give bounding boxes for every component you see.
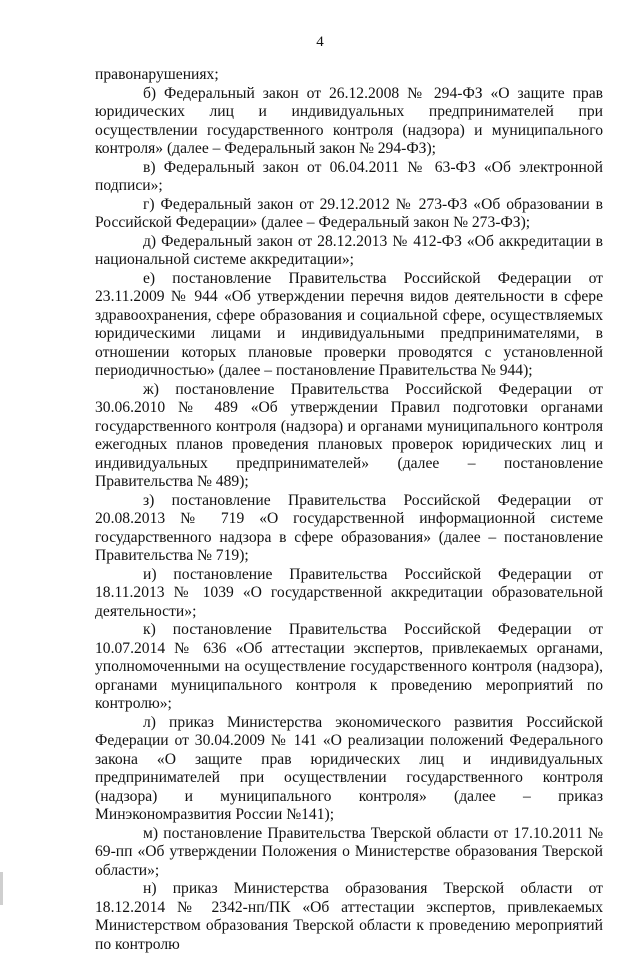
paragraph-g: г) Федеральный закон от 29.12.2012 № 273-ФЗ «Об образовании в Российской Федерации» (далее – Федеральный закон № 273-ФЗ);: [95, 195, 603, 231]
paragraph-b: б) Федеральный закон от 26.12.2008 № 294-ФЗ «О защите прав юридических лиц и индивидуальных предпринимателей при осуществлении государственного контроля (надзора) и муниципального контроля» (далее – Федеральный закон № 294-ФЗ);: [95, 84, 603, 157]
paragraph-v: в) Федеральный закон от 06.04.2011 № 63-ФЗ «Об электронной подписи»;: [95, 158, 603, 194]
paragraph-z: з) постановление Правительства Российской Федерации от 20.08.2013 № 719 «О государственной информационной системе государственного надзора в сфере образования» (далее – постановление Правительства № 719);: [95, 491, 603, 564]
paragraph-i: и) постановление Правительства Российской Федерации от 18.11.2013 № 1039 «О государственной аккредитации образовательной деятельности»;: [95, 565, 603, 620]
scan-edge-mark: [0, 872, 3, 905]
paragraph-d: д) Федеральный закон от 28.12.2013 № 412-ФЗ «Об аккредитации в национальной системе аккредитации»;: [95, 232, 603, 268]
paragraph-k: к) постановление Правительства Российской Федерации от 10.07.2014 № 636 «Об аттестации экспертов, привлекаемых органами, уполномоченными на осуществление государственного контроля (надзора), органами муниципального контроля к проведению мероприятий по контролю»;: [95, 621, 603, 712]
paragraph-n: н) приказ Министерства образования Тверской области от 18.12.2014 № 2342-нп/ПК «Об аттестации экспертов, привлекаемых Министерством образования Тверской области к проведению мероприятий по контролю: [95, 880, 603, 953]
paragraph-l: л) приказ Министерства экономического развития Российской Федерации от 30.04.2009 № 141 «О реализации положений Федерального закона «О защите прав юридических лиц и индивидуальных предпринимателей при осуществлении государственного контроля (надзора) и муниципального контроля» (далее – приказ Минэкономразвития России №141);: [95, 713, 603, 823]
paragraph-m: м) постановление Правительства Тверской области от 17.10.2011 № 69-пп «Об утверждении Положения о Министерстве образования Тверской области»;: [95, 824, 603, 879]
document-body: [95, 66, 603, 954]
paragraph-zh: ж) постановление Правительства Российской Федерации от 30.06.2010 № 489 «Об утверждении Правил подготовки органами государственного контроля (надзора) и органами муниципального контроля ежегодных планов проведения плановых проверок юридических лиц и индивидуальных предпринимателей» (далее – постановление Правительства № 489);: [95, 380, 603, 490]
page-number: 4: [316, 34, 324, 50]
paragraph-e: е) постановление Правительства Российской Федерации от 23.11.2009 № 944 «Об утверждении перечня видов деятельности в сфере здравоохранения, сфере образования и социальной сфере, осуществляемых юридическими лицами и индивидуальными предпринимателями, в отношении которых плановые проверки проводятся с установленной периодичностью» (далее – постановление Правительства № 944);: [95, 269, 603, 379]
paragraph-continuation: правонарушениях;: [95, 66, 219, 83]
